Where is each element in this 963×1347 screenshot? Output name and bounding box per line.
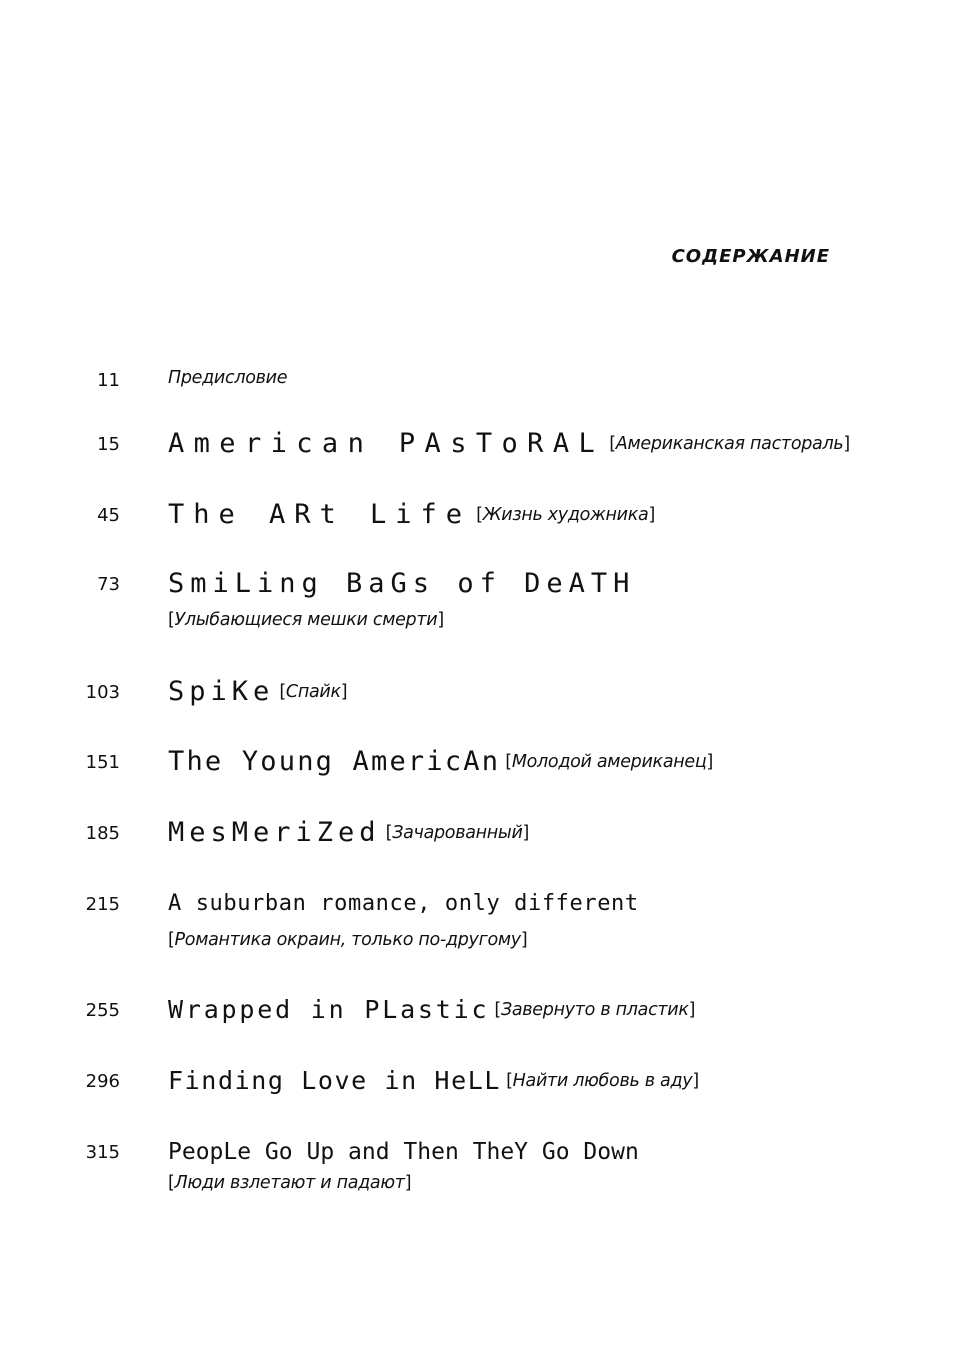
page-number: 103: [85, 682, 120, 703]
page-number: 255: [85, 1000, 120, 1021]
entry-translation: [Улыбающиеся мешки смерти]: [168, 610, 444, 630]
entry-title-handwritten: MesMeriZed: [168, 817, 381, 848]
entry-translation: [Американская пастораль]: [609, 434, 850, 454]
entry-title-handwritten: The Young AmericAn: [168, 746, 501, 777]
entry-title: Предисловие: [168, 368, 288, 388]
entry-translation: [Романтика окраин, только по-другому]: [168, 930, 528, 950]
entry-title-handwritten: PeopLe Go Up and Then TheY Go Down: [168, 1139, 639, 1165]
page-number: 315: [85, 1142, 120, 1163]
entry-title-handwritten: SpiKe: [168, 676, 275, 707]
entry-translation: [Молодой американец]: [505, 752, 713, 772]
entry-title-handwritten: Finding Love in HeLL: [168, 1066, 502, 1095]
page-number: 73: [97, 574, 120, 595]
entry-title-handwritten: SmiLing BaGs of DeATH: [168, 568, 636, 599]
page-number: 45: [97, 505, 120, 526]
page-number: 15: [97, 434, 120, 455]
entry-title-handwritten: American PAsToRAL: [168, 428, 605, 459]
entry-title-handwritten: Wrapped in PLastic: [168, 995, 490, 1024]
entry-translation: [Люди взлетают и падают]: [168, 1173, 412, 1193]
entry-title-handwritten: The ARt Life: [168, 499, 472, 530]
entry-translation: [Спайк]: [279, 682, 348, 702]
entry-translation: [Зачарованный]: [385, 823, 530, 843]
page-number: 11: [97, 370, 120, 391]
entry-translation: [Завернуто в пластик]: [494, 1000, 696, 1020]
page-number: 215: [85, 894, 120, 915]
entry-translation: [Найти любовь в аду]: [506, 1071, 699, 1091]
page-title: СОДЕРЖАНИЕ: [671, 246, 830, 267]
entry-title-handwritten: A suburban romance, only different: [168, 891, 639, 916]
page-number: 151: [85, 752, 120, 773]
page-number: 296: [85, 1071, 120, 1092]
page-number: 185: [85, 823, 120, 844]
entry-translation: [Жизнь художника]: [476, 505, 655, 525]
